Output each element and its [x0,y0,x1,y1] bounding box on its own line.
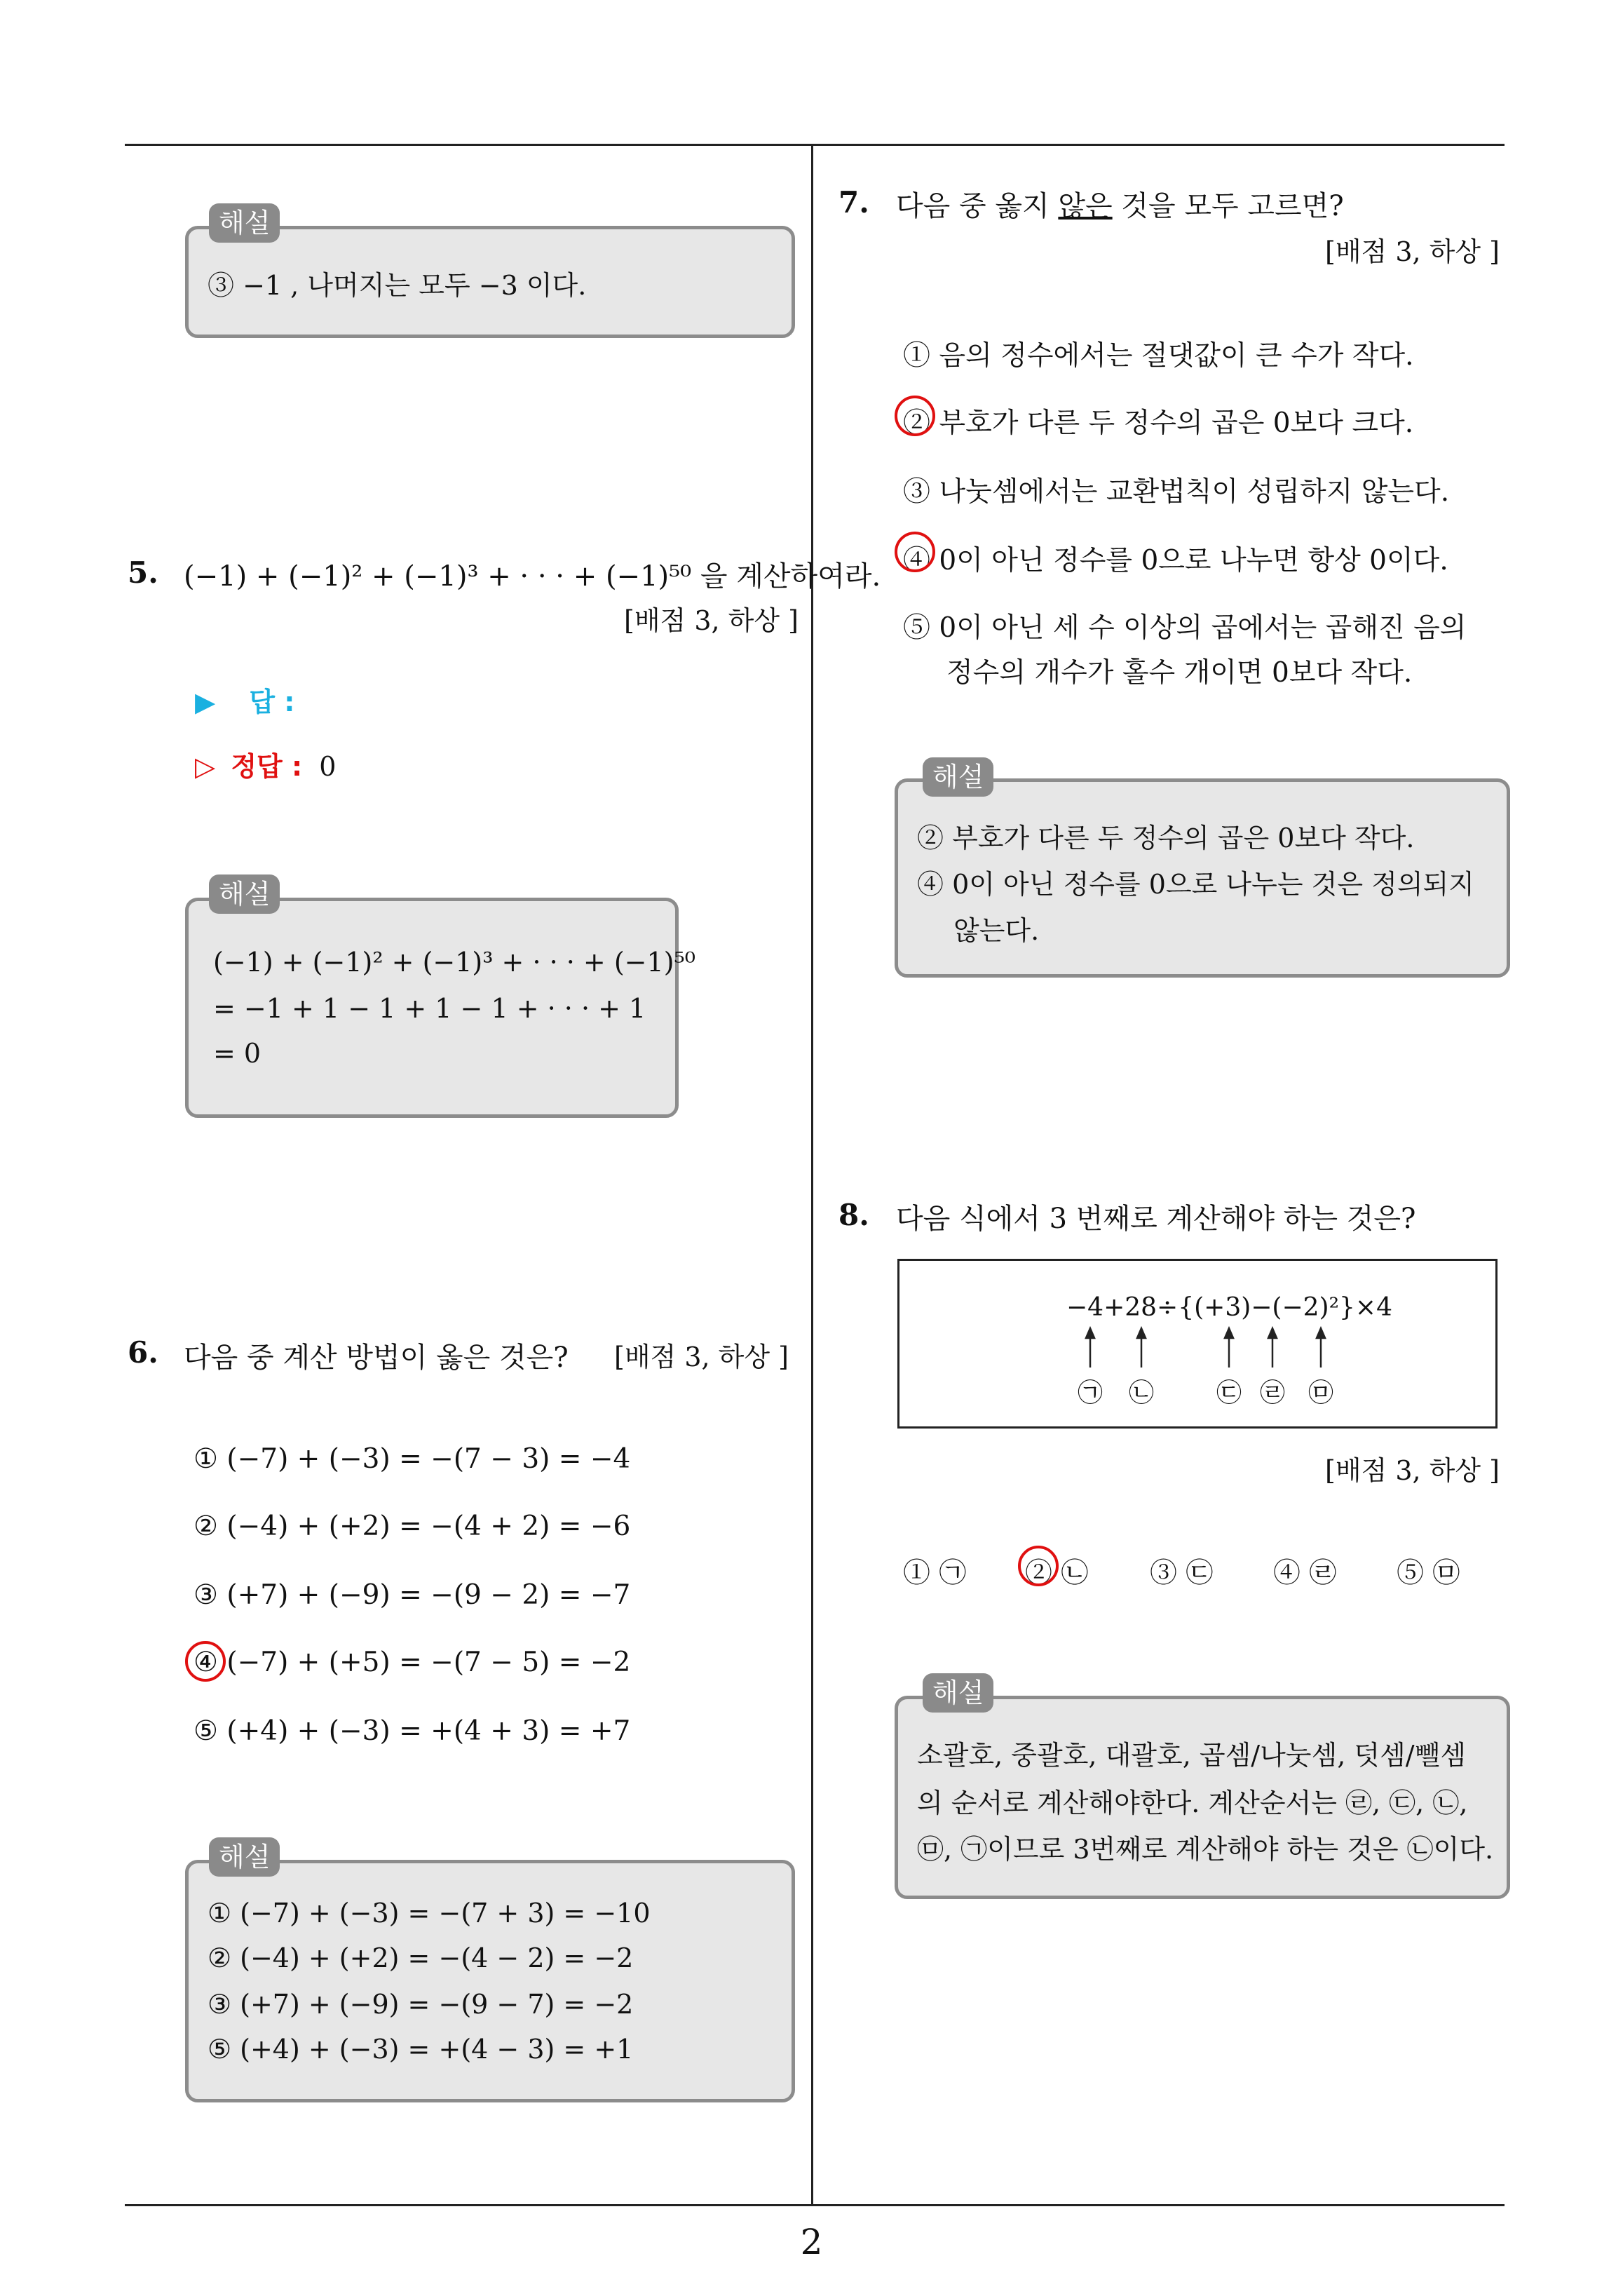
answer-arrow-icon: ▶ [195,687,216,717]
q4-explain-line: ③ −1 , 나머지는 모두 −3 이다. [208,270,587,301]
q7-explain-line-2: ④ 0이 아닌 정수를 0으로 나누는 것은 정의되지 [917,869,1474,900]
q7-explain-line-1: ② 부호가 다른 두 정수의 곱은 0보다 작다. [917,823,1415,853]
top-rule [125,144,1505,146]
q7-selected-mark-4 [895,532,935,572]
q6-score: [배점 3, 하상 ] [614,1342,789,1372]
q8-option-2[interactable]: ② ㉡ [1025,1558,1089,1589]
q5-explain-line-1: (−1) + (−1)² + (−1)³ + · · · + (−1)⁵⁰ [213,947,695,978]
q7-explain-line-3: 않는다. [953,915,1040,946]
q8-option-5[interactable]: ⑤ ㉤ [1397,1558,1460,1589]
q8-explain-tag: 해설 [923,1673,993,1713]
q7-option-5-cont: 정수의 개수가 홀수 개이면 0보다 작다. [946,657,1413,689]
q6-selected-mark [185,1641,226,1682]
q6-explain-box [185,1860,795,2102]
correct-arrow-icon: ▷ [195,751,216,782]
q7-number: 7. [838,185,869,220]
q6-explain-line-2: ② (−4) + (+2) = −(4 − 2) = −2 [208,1943,634,1973]
q7-option-2[interactable]: ② 부호가 다른 두 정수의 곱은 0보다 크다. [903,407,1414,439]
q7-option-4[interactable]: ④ 0이 아닌 정수를 0으로 나누면 항상 0이다. [903,545,1448,576]
q5-explain-line-3: = 0 [213,1038,262,1069]
q8-option-1[interactable]: ① ㉠ [903,1558,967,1589]
q7-option-1[interactable]: ① 음의 정수에서는 절댓값이 큰 수가 작다. [903,340,1414,372]
q6-option-2[interactable]: ② (−4) + (+2) = −(4 + 2) = −6 [193,1511,631,1542]
column-divider [811,145,813,2206]
q4-explain-tag: 해설 [209,203,280,243]
q8-number: 8. [838,1198,869,1232]
q5-correct-label: 정답 : [231,751,303,782]
q8-marker-3: ㉢ [1216,1379,1242,1407]
q6-explain-line-3: ③ (+7) + (−9) = −(9 − 7) = −2 [208,1989,634,2020]
q5-answer-label: 답 : [249,687,295,717]
q5-explain-tag: 해설 [209,874,280,914]
q6-number: 6. [128,1335,158,1370]
q8-expression: −4+28÷{(+3)−(−2)²}×4 [1066,1293,1392,1322]
q8-option-4[interactable]: ④ ㉣ [1273,1558,1337,1589]
q8-marker-4: ㉣ [1260,1379,1286,1407]
q6-option-1[interactable]: ① (−7) + (−3) = −(7 − 3) = −4 [193,1443,631,1475]
q5-answer-row [195,680,294,719]
q6-option-5[interactable]: ⑤ (+4) + (−3) = +(4 + 3) = +7 [193,1715,631,1747]
q5-score: [배점 3, 하상 ] [624,605,799,636]
q5-correct-row [195,745,336,783]
q8-explain-line-1: 소괄호, 중괄호, 대괄호, 곱셈/나눗셈, 덧셈/뺄셈 [917,1740,1466,1771]
q7-explain-tag: 해설 [923,757,993,797]
q7-question-post: 것을 모두 고르면? [1112,190,1344,222]
q6-explain-line-4: ⑤ (+4) + (−3) = +(4 − 3) = +1 [208,2034,634,2065]
q6-explain-tag: 해설 [209,1837,280,1877]
q6-explain-line-1: ① (−7) + (−3) = −(7 + 3) = −10 [208,1898,651,1929]
q6-question: 다음 중 계산 방법이 옳은 것은? [184,1342,569,1374]
q8-explain-line-2: 의 순서로 계산해야한다. 계산순서는 ㉣, ㉢, ㉡, [917,1788,1468,1818]
q8-question: 다음 식에서 3 번째로 계산해야 하는 것은? [896,1203,1416,1235]
q7-question-underline: 않은 [1058,190,1113,222]
q7-option-5[interactable]: ⑤ 0이 아닌 세 수 이상의 곱에서는 곱해진 음의 [903,612,1467,644]
q8-score: [배점 3, 하상 ] [1325,1455,1500,1486]
q8-marker-2: ㉡ [1129,1379,1155,1407]
page-number: 2 [800,2222,823,2262]
q7-option-3[interactable]: ③ 나눗셈에서는 교환법칙이 성립하지 않는다. [903,476,1450,508]
q8-option-3[interactable]: ③ ㉢ [1150,1558,1214,1589]
q5-explain-line-2: = −1 + 1 − 1 + 1 − 1 + · · · + 1 [213,993,646,1024]
q6-option-3[interactable]: ③ (+7) + (−9) = −(9 − 2) = −7 [193,1579,631,1611]
q8-expression-box [897,1259,1498,1429]
q8-marker-5: ㉤ [1308,1379,1334,1407]
q7-question-pre: 다음 중 옳지 [896,190,1059,222]
q8-marker-1: ㉠ [1078,1379,1103,1407]
q7-selected-mark-2 [895,396,935,436]
q8-arrows [899,1261,1495,1426]
bottom-rule [125,2204,1505,2206]
q5-question: (−1) + (−1)² + (−1)³ + · · · + (−1)⁵⁰ 을 계산하여라. [184,560,881,593]
q6-option-4[interactable]: ④ (−7) + (+5) = −(7 − 5) = −2 [193,1647,631,1678]
q8-explain-line-3: ㉤, ㉠이므로 3번째로 계산해야 하는 것은 ㉡이다. [917,1834,1494,1865]
q8-selected-mark [1018,1546,1059,1586]
q5-number: 5. [128,555,158,590]
q7-question [896,184,1344,224]
q7-score: [배점 3, 하상 ] [1325,236,1500,267]
q5-correct-value: 0 [319,751,337,782]
